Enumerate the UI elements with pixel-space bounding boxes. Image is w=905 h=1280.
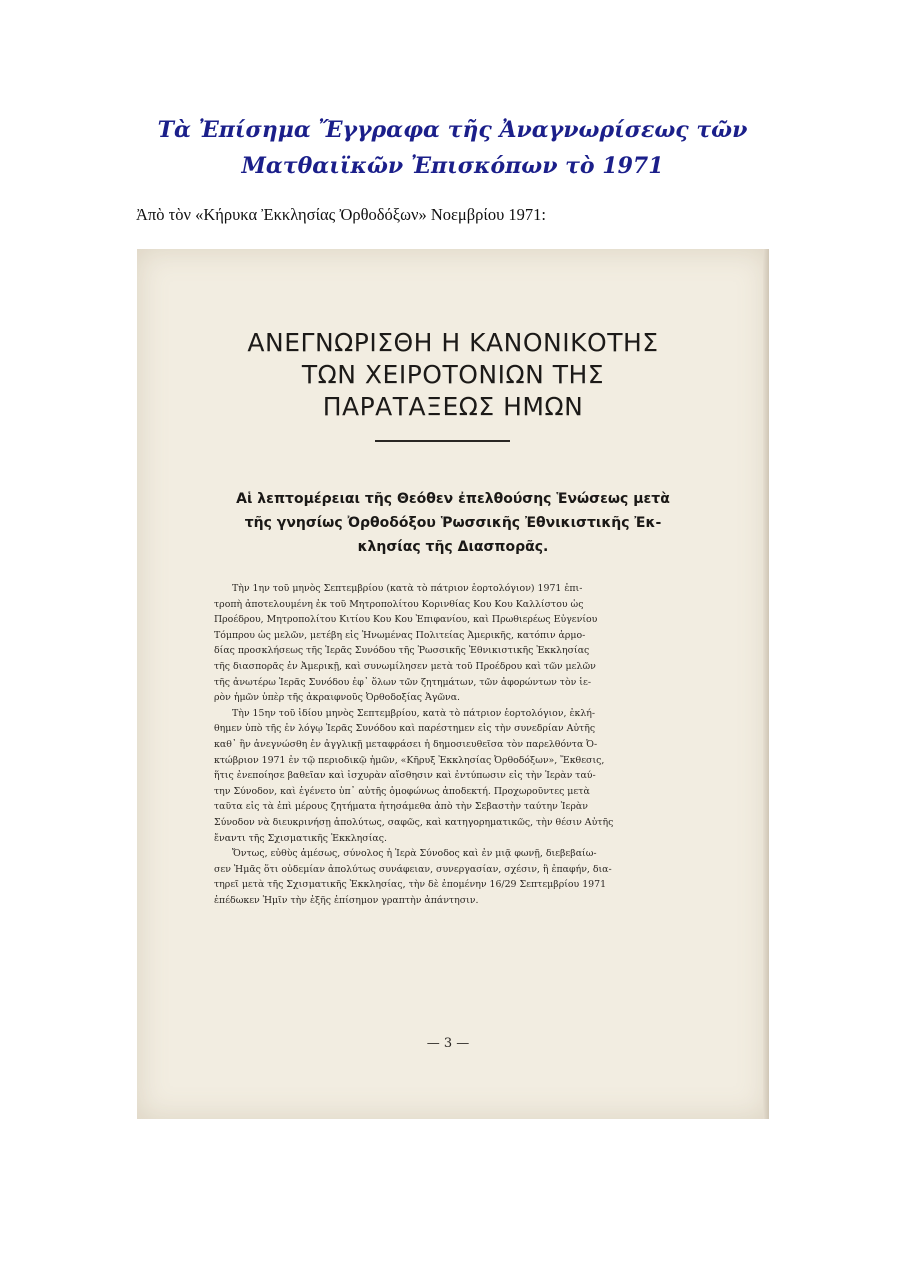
- scanned-document-image: [137, 249, 769, 1119]
- body-line: Τὴν 1ην τοῦ μηνὸς Σεπτεμβρίου (κατὰ τὸ πάτριον ἑορτολόγιον) 1971 ἐπι-: [232, 583, 583, 594]
- body-line: ρὸν ἡμῶν ὑπὲρ τῆς ἀκραιφνοῦς Ὀρθοδοξίας Ἀγῶνα.: [214, 692, 461, 704]
- body-line: Τόμπρου ὡς μελῶν, μετέβη εἰς Ἡνωμένας Πολιτείας Ἀμερικῆς, κατόπιν ἁρμο-: [214, 629, 586, 641]
- document-subheading-line: Αἱ λεπτομέρειαι τῆς Θεόθεν ἐπελθούσης Ἑνώσεως μετὰ: [236, 491, 670, 507]
- document-subheading-line: κλησίας τῆς Διασπορᾶς.: [357, 539, 549, 555]
- document-subheading: [203, 487, 703, 559]
- document-heading-line: ΠΑΡΑΤΑΞΕΩΣ ΗΜΩΝ: [322, 392, 584, 421]
- body-line: Ὄντως, εὐθὺς ἀμέσως, σύνολος ἡ Ἱερὰ Σύνοδος καὶ ἐν μιᾷ φωνῇ, διεβεβαίω-: [232, 848, 597, 860]
- document-heading-line: ΑΝΕΓΝΩΡΙΣΘΗ Η ΚΑΝΟΝΙΚΟΤΗΣ: [247, 328, 659, 357]
- page-title-line-2: Ματθαιϊκῶν Ἐπισκόπων τὸ 1971: [241, 153, 664, 179]
- body-line: τηρεῖ μετὰ τῆς Σχισματικῆς Ἐκκλησίας, τὴν δὲ ἐπομένην 16/29 Σεπτεμβρίου 1971: [214, 879, 607, 891]
- body-line: ἔναντι τῆς Σχισματικῆς Ἐκκλησίας.: [214, 832, 387, 844]
- document-heading-line: ΤΩΝ ΧΕΙΡΟΤΟΝΙΩΝ ΤΗΣ: [301, 360, 605, 389]
- body-line: Προέδρου, Μητροπολίτου Κιτίου Κου Κου Ἐπιφανίου, καὶ Πρωθιερέως Εὐγενίου: [214, 614, 598, 626]
- body-line: δίας προσκλήσεως τῆς Ἱερᾶς Συνόδου τῆς Ῥωσσικῆς Ἐθνικιστικῆς Ἐκκλησίας: [214, 645, 590, 657]
- body-line: Σύνοδον νὰ διευκρινήσῃ ἀπολύτως, σαφῶς, καὶ κατηγορηματικῶς, τὴν θέσιν Αὐτῆς: [214, 816, 614, 828]
- body-line: καθ᾽ ἣν ἀνεγνώσθη ἐν ἀγγλικῇ μεταφράσει ἡ δημοσιευθεῖσα τὸν παρελθόντα Ὀ-: [214, 738, 598, 750]
- body-line: τροπὴ ἀποτελουμένη ἐκ τοῦ Μητροπολίτου Κορινθίας Κου Κου Καλλίστου ὡς: [214, 598, 584, 610]
- document-body: [214, 581, 676, 908]
- body-line: ἐπέδωκεν Ἡμῖν τὴν ἑξῆς ἐπίσημον γραπτὴν ἀπάντησιν.: [214, 894, 479, 906]
- body-line: την Σύνοδον, καὶ ἐγένετο ὑπ᾽ αὐτῆς ὁμοφώνως ἀποδεκτή. Προχωροῦντες μετὰ: [214, 785, 590, 797]
- body-line: σεν Ἡμᾶς ὅτι οὐδεμίαν ἀπολύτως συνάφειαν, συνεργασίαν, σχέσιν, ἢ ἐπαφήν, δια-: [214, 863, 612, 875]
- body-line: κτώβριον 1971 ἐν τῷ περιοδικῷ ἡμῶν, «Κῆρυξ Ἐκκλησίας Ὀρθοδόξων», Ἔκθεσις,: [214, 754, 605, 766]
- page-title-line-1: Τὰ Ἐπίσημα Ἔγγραφα τῆς Ἀναγνωρίσεως τῶν: [157, 117, 748, 143]
- body-line: ἥτις ἐνεποίησε βαθεῖαν καὶ ἰσχυρὰν αἴσθησιν καὶ ἐντύπωσιν εἰς τὴν Ἱερὰν ταύ-: [214, 770, 596, 782]
- body-line: Τὴν 15ην τοῦ ἰδίου μηνὸς Σεπτεμβρίου, κατὰ τὸ πάτριον ἑορτολόγιον, ἐκλή-: [232, 707, 596, 719]
- document-subheading-line: τῆς γνησίως Ὀρθοδόξου Ῥωσσικῆς Ἐθνικιστικῆς Ἐκ-: [244, 515, 662, 531]
- heading-divider: [375, 440, 510, 442]
- body-line: θημεν ὑπὸ τῆς ἐν λόγῳ Ἱερᾶς Συνόδου καὶ παρέστημεν εἰς τὴν συνεδρίαν Αὐτῆς: [214, 723, 596, 735]
- source-citation: Ἀπὸ τὸν «Κήρυκα Ἐκκλησίας Ὀρθοδόξων» Νοεμβρίου 1971:: [136, 205, 546, 224]
- document-heading: [137, 327, 769, 423]
- page-title: [60, 112, 845, 184]
- body-line: ταῦτα εἰς τὰ ἐπὶ μέρους ζητήματα ἠτησάμεθα ἀπὸ τὴν Σεβαστὴν ταύτην Ἱερὰν: [214, 801, 588, 813]
- body-line: τῆς διασπορᾶς ἐν Ἀμερικῇ, καὶ συνωμίλησεν μετὰ τοῦ Προέδρου καὶ τῶν μελῶν: [214, 660, 596, 672]
- body-line: τῆς ἀνωτέρω Ἱερᾶς Συνόδου ἐφ᾽ ὅλων τῶν ζητημάτων, τῶν ἀφορώντων τὸν ἱε-: [214, 676, 591, 688]
- document-page-number: — 3 —: [426, 1036, 470, 1051]
